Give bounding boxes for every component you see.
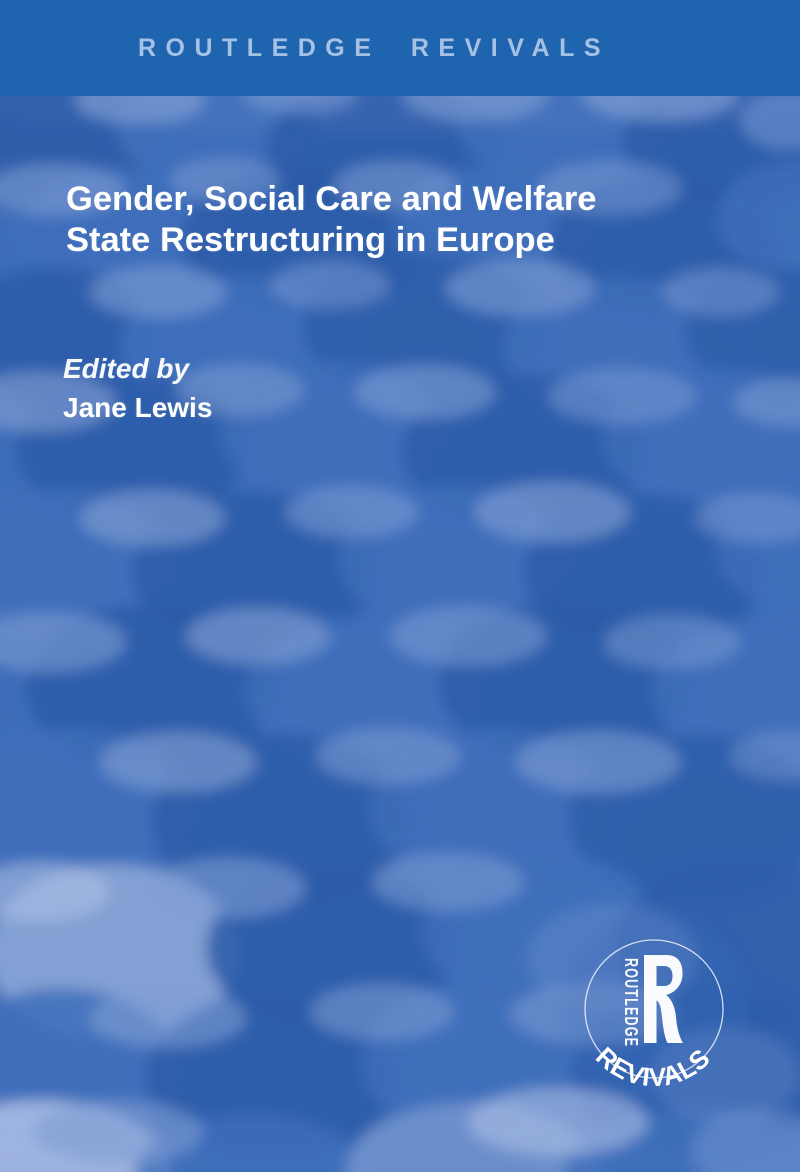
- logo-series-label: REVIVALS: [590, 1041, 716, 1093]
- bubble-blob: [286, 486, 418, 538]
- series-banner-label: ROUTLEDGE REVIVALS: [137, 33, 611, 62]
- logo-imprint-vertical: [620, 958, 640, 1047]
- bubble-blob: [662, 268, 778, 316]
- routledge-revivals-logo: [554, 909, 754, 1109]
- editor-name: Jane Lewis: [63, 392, 213, 423]
- bubble-blob: [270, 261, 390, 309]
- bubble-blob: [80, 490, 224, 546]
- title-line-2: State Restructuring in Europe: [66, 221, 555, 259]
- bubble-blob: [316, 728, 460, 784]
- bubble-blob: [390, 606, 546, 666]
- bubble-blob: [33, 1100, 203, 1164]
- bubble-blob: [186, 608, 330, 664]
- series-banner: [0, 0, 800, 96]
- bubble-blob: [516, 731, 680, 793]
- logo-imprint-label: ROUTLEDGE: [620, 958, 641, 1048]
- bubble-blob: [548, 368, 696, 424]
- bubble-blob: [604, 615, 740, 669]
- bubble-blob: [310, 984, 454, 1040]
- bubble-blob: [446, 260, 594, 316]
- bubble-blob: [355, 365, 495, 419]
- book-title: [66, 179, 706, 261]
- bubble-blob: [90, 988, 246, 1048]
- bubble-blob: [372, 853, 524, 911]
- logo-series-arc: [590, 1041, 716, 1092]
- bubble-blob: [100, 732, 256, 792]
- edited-by-label: Edited by: [63, 353, 190, 384]
- bubble-blob: [150, 858, 306, 918]
- title-line-1: Gender, Social Care and Welfare: [66, 180, 597, 218]
- bubble-blob: [90, 266, 226, 318]
- logo-r-monogram-icon: [644, 955, 683, 1043]
- bubble-blob: [474, 482, 630, 542]
